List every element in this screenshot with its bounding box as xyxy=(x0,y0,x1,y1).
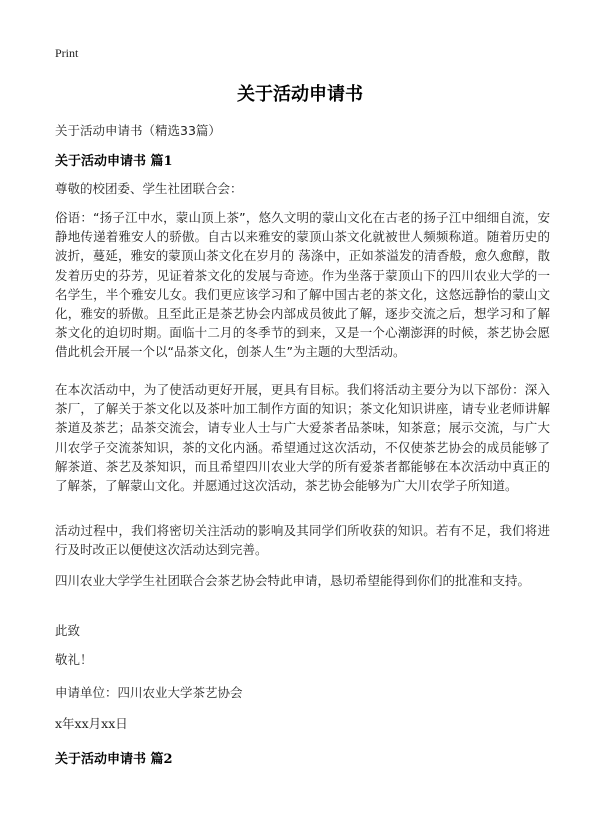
closing-line-1: 此致 xyxy=(55,623,81,638)
paragraph-2: 在本次活动中，为了使活动更好开展，更具有目标。我们将活动主要分为以下部份：深入茶厂，了解关于茶文化以及茶叶加工制作方面的知识；茶文化知识讲座，请专业老师讲解茶道及茶艺；品茶交流会，请专业人士与广大爱茶者品茶味，知茶意；展示交流，与广大川农学子交流茶知识，茶的文化内涵。希望通过这次活动，不仅使茶艺协会的成员能够了解茶道、茶艺及茶知识，而且希望四川农业大学的所有爱茶者都能够在本次活动中真正的了解茶，了解蒙山文化。并愿通过这次活动，茶艺协会能够为广大川农学子所知道。 xyxy=(55,382,550,494)
article-2-heading: 关于活动申请书 篇2 xyxy=(55,752,173,767)
paragraph-1: 俗语：“扬子江中水，蒙山顶上茶”，悠久文明的蒙山文化在古老的扬子江中细细自流，安静地传递着雅安人的骄傲。自古以来雅安的蒙顶山茶文化就被世人频频称道。随着历史的波折，蔓延，雅安的蒙顶山茶文化在岁月的 荡涤中，正如茶溢发的清香般，愈久愈醇，散发着历史的芬芳，见证着茶文化的发展与奇迹。作为坐落于蒙顶山下的四川农业大学的一名学生，半个雅安儿女。我们更应该学习和了解中国古老的茶文化，这悠远静怡的蒙山文化，雅安的骄傲。且至此正是茶艺协会内部成员彼此了解，逐步交流之后，想学习和了解茶文化的迫切时期。面临十二月的冬季节的到来，又是一个心潮澎湃的时候，茶艺协会愿借此机会开展一个以“品茶文化，创茶人生”为主题的大型活动。 xyxy=(55,210,550,360)
print-label: Print xyxy=(55,46,79,60)
applicant-line: 申请单位：四川农业大学茶艺协会 xyxy=(55,685,243,700)
greeting: 尊敬的校团委、学生社团联合会： xyxy=(55,181,243,196)
document-subtitle: 关于活动申请书（精选33篇） xyxy=(55,123,221,138)
paragraph-3: 活动过程中，我们将密切关注活动的影响及其同学们所收获的知识。若有不足，我们将进行及时改正以便使这次活动达到完善。 xyxy=(55,523,550,558)
paragraph-4: 四川农业大学学生社团联合会茶艺协会特此申请，恳切希望能得到你们的批准和支持。 xyxy=(55,573,531,588)
document-title: 关于活动申请书 xyxy=(237,84,363,105)
date-line: x年xx月xx日 xyxy=(55,716,128,731)
closing-line-2: 敬礼！ xyxy=(55,652,93,667)
article-1-heading: 关于活动申请书 篇1 xyxy=(55,154,173,169)
